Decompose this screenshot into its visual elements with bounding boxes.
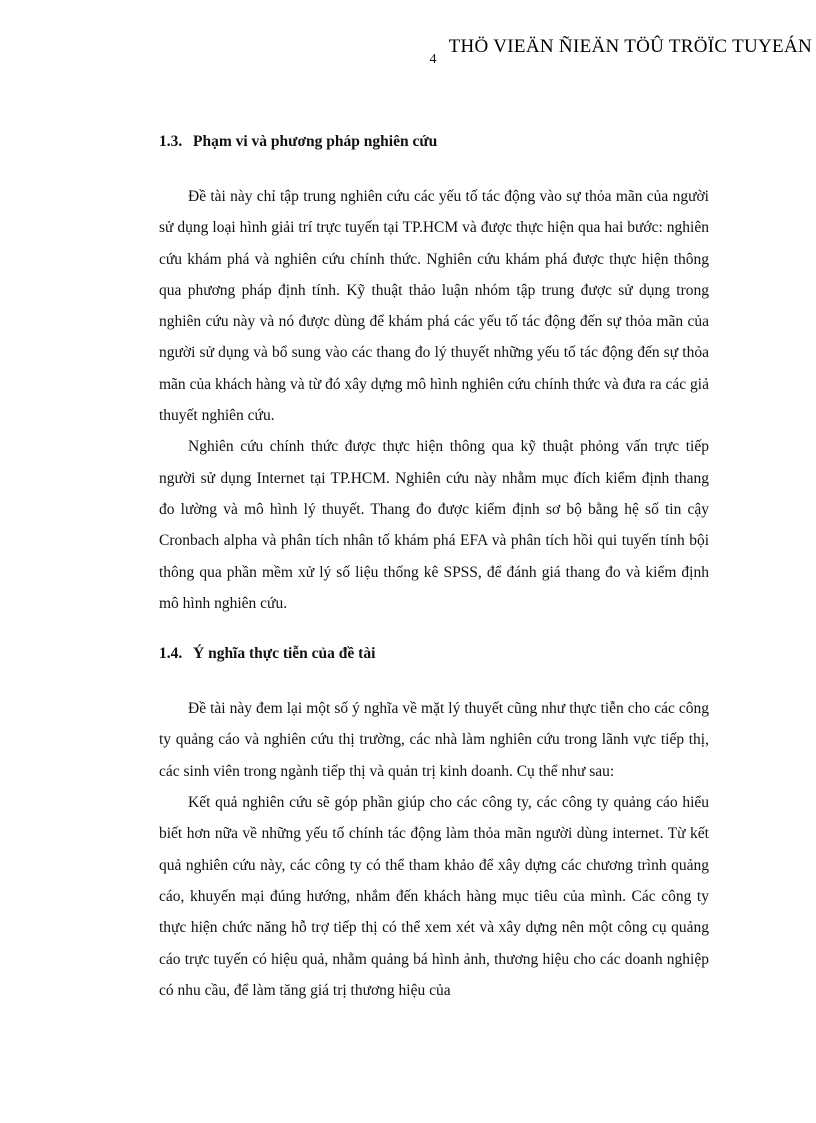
section-number: 1.3. (159, 133, 183, 150)
paragraph: Đề tài này đem lại một số ý nghĩa về mặt lý thuyết cũng như thực tiễn cho các công ty quảng cáo và nghiên cứu thị trường, các nhà làm nghiên cứu trong lãnh vực tiếp thị, các sinh viên trong ngành tiếp thị và quản trị kinh doanh. Cụ thể như sau: (159, 700, 709, 780)
paragraph: Kết quả nghiên cứu sẽ góp phần giúp cho các công ty, các công ty quảng cáo hiểu biết hơn nữa về những yếu tố chính tác động làm thỏa mãn người dùng internet. Từ kết quả nghiên cứu này, các công ty có thể tham khảo để xây dựng các chương trình quảng cáo, khuyến mại đúng hướng, nhắm đến khách hàng mục tiêu của mình. Các công ty thực hiện chức năng hỗ trợ tiếp thị có thể xem xét và xây dựng nên một công cụ quảng cáo trực tuyến có hiệu quả, nhằm quảng bá hình ảnh, thương hiệu cho các doanh nghiệp có nhu cầu, để làm tăng giá trị thương hiệu của (159, 794, 709, 999)
section-number: 1.4. (159, 645, 183, 663)
section-heading-1-3 (159, 130, 709, 154)
library-watermark: THÖ VIEÄN ÑIEÄN TÖÛ TRÖÏC TUYEÁN (448, 36, 812, 57)
paragraph: Nghiên cứu chính thức được thực hiện thông qua kỹ thuật phỏng vấn trực tiếp người sử dụng Internet tại TP.HCM. Nghiên cứu này nhằm mục đích kiểm định thang đo lường và mô hình lý thuyết. Thang đo được kiểm định sơ bộ bằng hệ số tin cậy Cronbach alpha và phân tích nhân tố khám phá EFA và phân tích hồi qui tuyến tính bội thông qua phần mềm xử lý số liệu thống kê SPSS, để đánh giá thang đo và kiểm định mô hình nghiên cứu. (159, 438, 709, 612)
page-number: 4 (429, 52, 437, 67)
paragraph: Đề tài này chỉ tập trung nghiên cứu các yếu tố tác động vào sự thỏa mãn của người sử dụng loại hình giải trí trực tuyến tại TP.HCM và được thực hiện qua hai bước: nghiên cứu khám phá và nghiên cứu chính thức. Nghiên cứu khám phá được thực hiện thông qua phương pháp định tính. Kỹ thuật thảo luận nhóm tập trung được sử dụng trong nghiên cứu này và nó được dùng để khám phá các yếu tố tác động đến sự thỏa mãn của người sử dụng và bổ sung vào các thang đo lý thuyết những yếu tố tác động đến sự thỏa mãn của khách hàng và từ đó xây dựng mô hình nghiên cứu chính thức và đưa ra các giả thuyết nghiên cứu. (159, 188, 709, 425)
section-title: Phạm vi và phương pháp nghiên cứu (193, 133, 438, 150)
document-body (159, 130, 709, 1006)
section-title: Ý nghĩa thực tiễn của đề tài (193, 645, 376, 663)
section-heading-1-4 (159, 642, 709, 666)
